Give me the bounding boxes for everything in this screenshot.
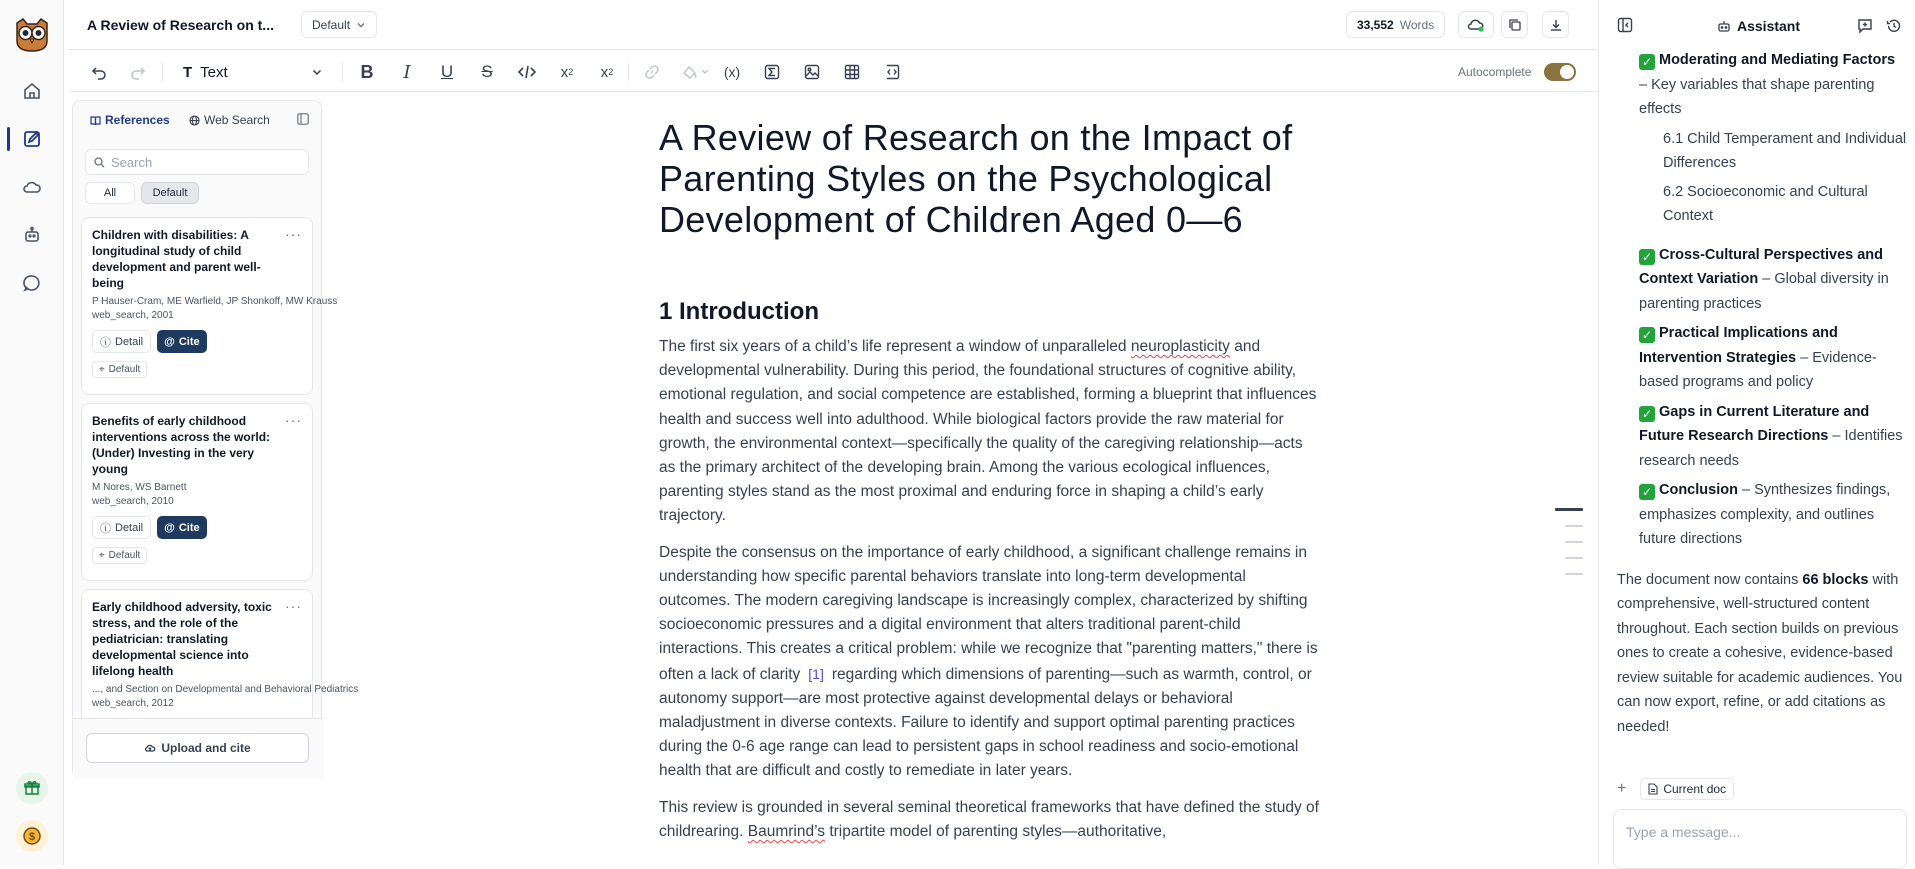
left-rail — [0, 0, 64, 865]
message-input[interactable]: Type a message... — [1613, 809, 1907, 869]
detail-label: Detail — [115, 521, 144, 534]
tag-icon: ⌖ — [99, 550, 105, 561]
link-icon[interactable] — [640, 60, 664, 84]
redo-icon[interactable] — [126, 60, 150, 84]
bold-icon[interactable]: B — [360, 61, 374, 82]
reference-meta: web_search, 2001 — [92, 310, 174, 321]
history-icon[interactable] — [1886, 18, 1902, 34]
reference-search-input[interactable] — [85, 149, 309, 175]
tag-label: Default — [108, 550, 141, 561]
chat-icon[interactable] — [20, 271, 44, 295]
document-icon — [1648, 783, 1658, 795]
code-icon[interactable] — [515, 60, 539, 84]
filter-all[interactable]: All — [85, 182, 135, 204]
outline-item: ✓ Cross-Cultural Perspectives and Context Variation – Global diversity in parenting practices — [1639, 246, 1889, 312]
svg-text:$: $ — [28, 831, 36, 843]
assistant-summary: The document now contains 66 blocks with comprehensive, well-structured content throughout. Each section builds on previous ones to create a cohesive, evidence-based review suitable for academic audiences. You can now export, refine, or add citations as needed! — [1617, 571, 1903, 735]
assistant-panel — [1598, 0, 1914, 865]
reference-card[interactable] — [81, 217, 338, 395]
detail-label: Detail — [115, 335, 144, 348]
cite-label: Cite — [178, 521, 200, 534]
outline-subitem: 6.1 Child Temperament and Individual Differences — [1663, 130, 1907, 171]
table-icon[interactable] — [840, 60, 864, 84]
current-doc-label: Current doc — [1663, 782, 1727, 796]
sidebar-toggle-icon[interactable] — [1617, 17, 1633, 33]
strikethrough-icon[interactable]: S — [481, 62, 493, 81]
reference-title: Children with disabilities: A longitudinal study of child development and parent well-being — [92, 228, 261, 290]
robot-icon[interactable] — [20, 223, 44, 247]
word-count — [1346, 11, 1445, 38]
underline-icon[interactable]: U — [440, 62, 454, 81]
outline-minimap[interactable] — [1555, 508, 1583, 589]
new-chat-icon[interactable] — [1857, 18, 1873, 34]
reference-title: Benefits of early childhood interventions across the world: (Under) Investing in the very young — [92, 414, 271, 476]
check-icon: ✓ — [1639, 406, 1655, 422]
assistant-title — [1717, 18, 1800, 34]
outline-subitem: 6.2 Socioeconomic and Cultural Context — [1663, 183, 1868, 224]
formula-icon[interactable] — [760, 60, 784, 84]
download-icon[interactable] — [1542, 11, 1569, 38]
outline-item: ✓ Gaps in Current Literature and Future Research Directions – Identifies research needs — [1639, 403, 1903, 469]
tab-references-label: References — [105, 113, 170, 127]
gift-icon[interactable] — [16, 772, 48, 804]
cloud-sync-icon[interactable] — [1458, 11, 1494, 38]
text-type-icon: T — [183, 63, 193, 81]
subscript-icon[interactable]: x 2 — [600, 63, 614, 81]
copy-icon[interactable] — [1501, 11, 1528, 38]
search-icon — [94, 157, 105, 168]
more-options-icon[interactable]: ··· — [285, 412, 302, 428]
home-icon[interactable] — [20, 79, 44, 103]
document-heading[interactable]: A Review of Research on the Impact of Parenting Styles on the Psychological Development of Children Aged 0—6 — [659, 117, 1293, 240]
filter-default[interactable]: Default — [141, 182, 199, 204]
citation-marker[interactable]: [1] — [808, 665, 824, 682]
reference-authors: P Hauser-Cram, ME Warfield, JP Shonkoff, MW Krauss — [92, 296, 338, 307]
paragraph[interactable]: This review is grounded in several seminal theoretical frameworks that have defined the study of childrearing. Baumrind’s tripartite model of parenting styles—authoritative, — [659, 798, 1319, 840]
misspelled-word[interactable]: Baumrind’s — [747, 822, 826, 840]
superscript-icon[interactable]: x 2 — [560, 63, 574, 81]
check-icon: ✓ — [1639, 249, 1655, 265]
autocomplete-toggle[interactable] — [1544, 63, 1576, 81]
misspelled-word[interactable]: neuroplasticity — [1130, 338, 1230, 355]
reference-authors: M Nores, WS Barnett — [92, 482, 187, 493]
tab-web-search-label: Web Search — [204, 113, 270, 127]
globe-icon — [189, 115, 200, 126]
more-options-icon[interactable]: ··· — [285, 598, 302, 614]
chevron-down-icon — [311, 66, 323, 78]
quote-icon: @ — [164, 335, 175, 348]
document-editor[interactable] — [659, 100, 1319, 844]
upload-label: Upload and cite — [161, 741, 251, 755]
info-icon: ⓘ — [100, 522, 111, 535]
outline-item: ✓ Moderating and Mediating Factors – Key variables that shape parenting effects — [1639, 52, 1896, 117]
reference-authors: ..., and Section on Developmental and Behavioral Pediatrics — [92, 684, 359, 695]
editor-toolbar — [70, 52, 1598, 92]
cloud-icon[interactable] — [20, 175, 44, 199]
more-options-icon[interactable]: ··· — [285, 226, 302, 242]
assistant-title-label: Assistant — [1737, 18, 1801, 34]
reference-tag[interactable] — [92, 361, 147, 378]
reference-tag[interactable] — [92, 547, 147, 564]
current-doc-chip[interactable] — [1640, 778, 1734, 800]
autocomplete-label: Autocomplete — [1458, 65, 1532, 79]
profile-label: Default — [312, 17, 351, 32]
quote-icon: @ — [164, 521, 175, 534]
cite-button[interactable] — [157, 330, 207, 353]
word-count-value: 33,552 — [1357, 17, 1394, 32]
section-heading[interactable]: 1 Introduction — [659, 298, 819, 325]
tag-label: Default — [108, 364, 141, 375]
reference-title: Early childhood adversity, toxic stress, and the role of the pediatrician: translating developmental science into lifelong health — [92, 600, 272, 678]
highlight-icon[interactable] — [678, 60, 712, 84]
collapse-panel-icon[interactable] — [297, 113, 309, 125]
check-icon: ✓ — [1639, 327, 1655, 343]
tab-web-search[interactable] — [189, 113, 270, 127]
cite-button[interactable] — [157, 516, 207, 539]
word-count-label: Words — [1399, 17, 1435, 32]
tag-icon: ⌖ — [99, 364, 105, 375]
reference-meta: web_search, 2010 — [92, 496, 174, 507]
reference-card[interactable] — [81, 403, 313, 581]
info-icon: ⓘ — [100, 336, 111, 349]
image-icon[interactable] — [800, 60, 824, 84]
check-icon: ✓ — [1639, 484, 1655, 500]
top-bar — [68, 0, 1598, 50]
robot-icon — [1717, 19, 1731, 33]
check-icon: ✓ — [1639, 54, 1655, 70]
detail-button[interactable] — [92, 330, 151, 353]
profile-dropdown[interactable] — [301, 11, 377, 38]
upload-and-cite-button[interactable] — [86, 733, 309, 763]
document-title-tab[interactable]: A Review of Research on t... — [87, 17, 274, 33]
edit-icon[interactable] — [20, 127, 44, 151]
upload-icon — [144, 742, 156, 754]
block-type-label: Text — [200, 63, 228, 81]
outline-item: ✓ Practical Implications and Intervention Strategies – Evidence-based programs and policy — [1639, 325, 1877, 390]
cite-label: Cite — [178, 335, 200, 348]
outline-item: ✓ Conclusion – Synthesizes findings, emphasizes complexity, and outlines future directions — [1639, 482, 1891, 547]
block-type-select[interactable] — [183, 60, 323, 84]
search-placeholder: Search — [111, 154, 153, 170]
detail-button[interactable] — [92, 516, 151, 539]
italic-icon[interactable]: I — [403, 61, 411, 83]
chevron-down-icon — [356, 20, 366, 30]
add-context-icon[interactable]: + — [1617, 780, 1627, 797]
reference-meta: web_search, 2012 — [92, 698, 174, 709]
variable-icon[interactable]: (x) — [723, 64, 741, 80]
references-panel — [72, 100, 359, 778]
paragraph[interactable]: Despite the consensus on the importance of early childhood, a significant challenge remains in understanding how specific parental behaviors translate into long-term developmental outcomes. The modern caregiving landscape is increasingly complex, characterized by shifting socioeconomic pressures and a digital environment that alters traditional parent-child interactions. This creates a critical problem: while we recognize that "parenting matters," there is often a lack of clarity [1] regarding which dimensions of parenting—such as warmth, control, or autonomy support—are most protective against developmental delays or behavioral maladjustment in diverse contexts. Failure to identify and support optimal parenting practices during the 0-6 age range can lead to persistent gaps in school readiness and socio-emotional health that are difficult and costly to remediate in later years. — [659, 543, 1318, 780]
code-block-icon[interactable] — [880, 60, 904, 84]
owl-logo-icon[interactable] — [13, 15, 51, 53]
book-icon — [90, 115, 101, 126]
assistant-message — [1617, 48, 1907, 739]
coin-icon[interactable] — [16, 820, 48, 852]
active-indicator — [7, 127, 10, 151]
paragraph[interactable]: The first six years of a child’s life represent a window of unparalleled neuroplasticity and developmental vulnerability. During this period, the foundational structures of cognitive ability, emotional regulation, and social competence are established, forming a blueprint that influences health and success well into adulthood. While biological factors provide the raw material for growth, the environmental context—specifically the quality of the caregiving relationship—acts as the primary architect of the developing brain. Among the various ecological influences, parenting styles stand as the most proximal and enduring force in shaping a child’s early trajectory. — [659, 338, 1317, 525]
undo-icon[interactable] — [87, 60, 111, 84]
tab-references[interactable] — [90, 113, 170, 127]
